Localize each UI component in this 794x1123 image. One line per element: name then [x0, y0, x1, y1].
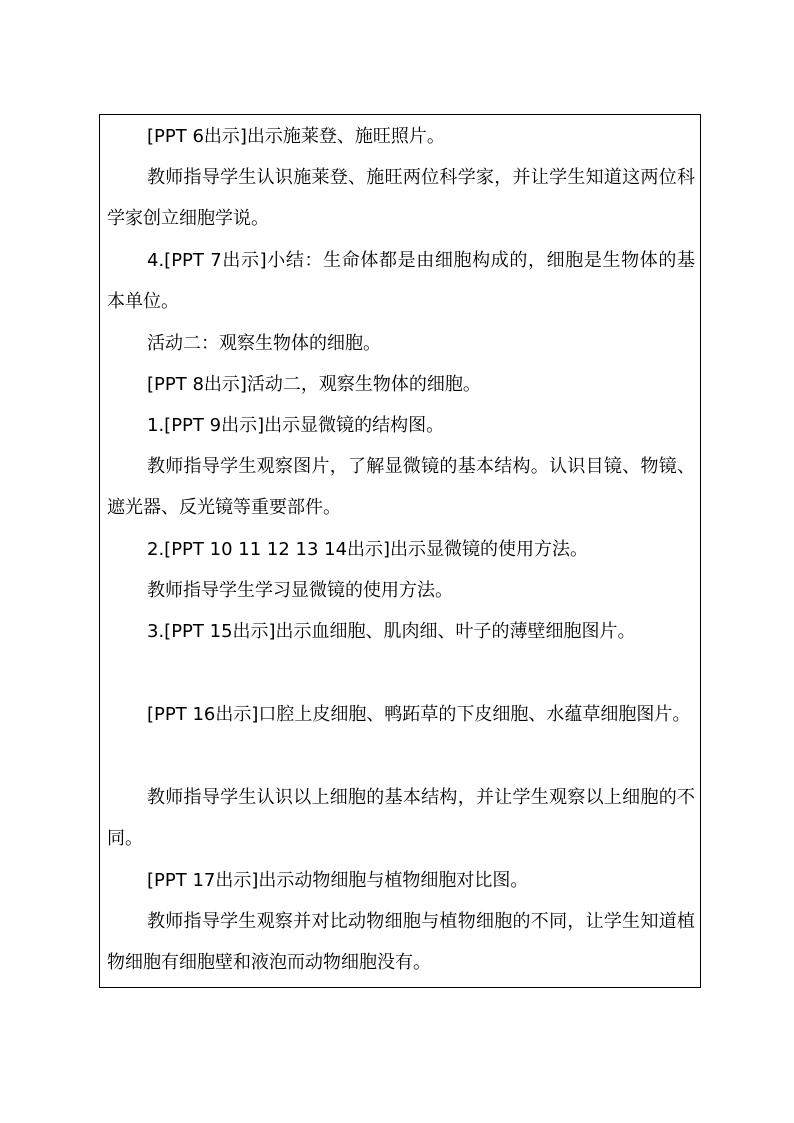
paragraph-cell-comparison: 教师指导学生观察并对比动物细胞与植物细胞的不同，让学生知道植物细胞有细胞壁和液泡而动物细胞没有。: [107, 911, 695, 973]
paragraph-summary: 4.[PPT 7出示]小结：生命体都是由细胞构成的，细胞是生物体的基本单位。: [107, 250, 695, 312]
paragraph-ppt8: [PPT 8出示]活动二，观察生物体的细胞。: [147, 374, 481, 395]
paragraph-microscope-structure: 教师指导学生观察图片，了解显微镜的基本结构。认识目镜、物镜、遮光器、反光镜等重要部件。: [107, 456, 695, 518]
paragraph-ppt9: 1.[PPT 9出示]出示显微镜的结构图。: [147, 415, 445, 436]
paragraph-ppt15: 3.[PPT 15出示]出示血细胞、肌肉细、叶子的薄壁细胞图片。: [147, 621, 636, 642]
paragraph-activity-two: 活动二：观察生物体的细胞。: [147, 333, 381, 354]
paragraph-ppt16: [PPT 16出示]口腔上皮细胞、鸭跖草的下皮细胞、水蕴草细胞图片。: [147, 704, 691, 725]
paragraph-microscope-usage: 教师指导学生学习显微镜的使用方法。: [147, 580, 453, 601]
paragraph-cell-structure: 教师指导学生认识以上细胞的基本结构，并让学生观察以上细胞的不同。: [107, 787, 695, 849]
paragraph-ppt17: [PPT 17出示]出示动物细胞与植物细胞对比图。: [147, 870, 529, 891]
paragraph-ppt6: [PPT 6出示]出示施莱登、施旺照片。: [147, 126, 445, 147]
paragraph-ppt10-14: 2.[PPT 10 11 12 13 14出示]出示显微镜的使用方法。: [147, 539, 589, 560]
paragraph-scientists: 教师指导学生认识施莱登、施旺两位科学家，并让学生知道这两位科学家创立细胞学说。: [107, 167, 695, 229]
